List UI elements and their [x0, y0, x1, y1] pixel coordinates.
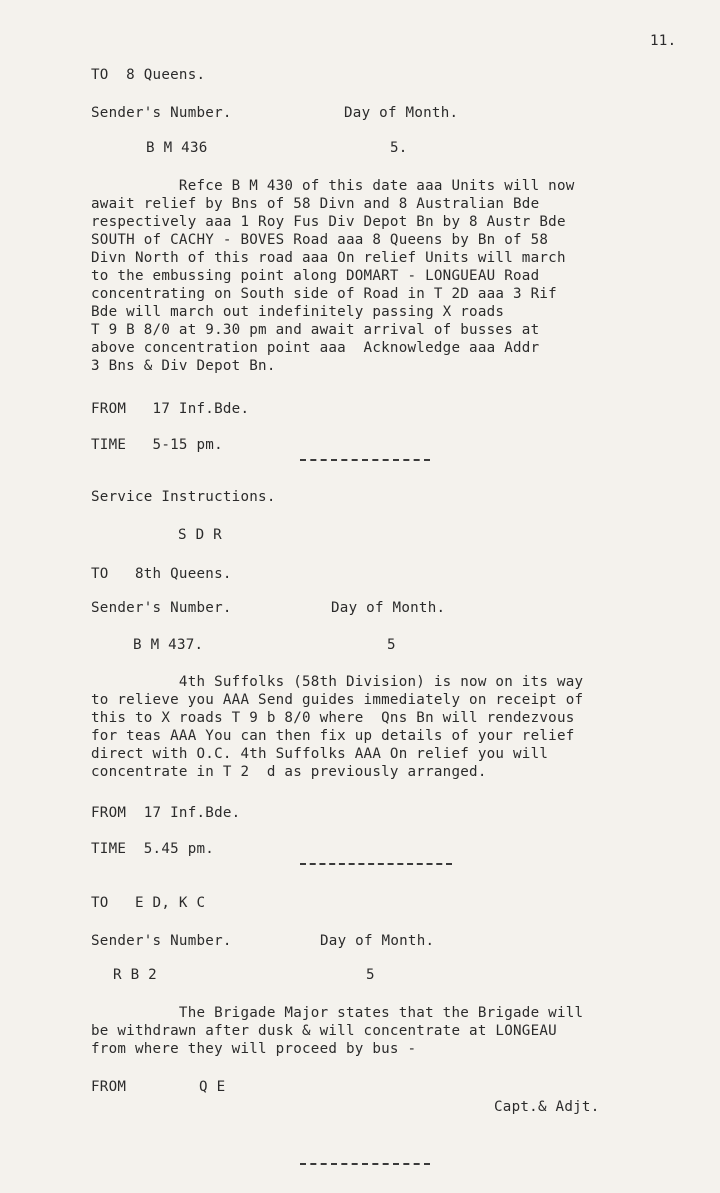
message1-body-line: SOUTH of CACHY - BOVES Road aaa 8 Queens by Bn of 58: [91, 232, 549, 248]
message2-day-of-month-label: Day of Month.: [331, 600, 446, 616]
message1-to: TO 8 Queens.: [91, 67, 206, 83]
message2-body-line: to relieve you AAA Send guides immediately on receipt of: [91, 692, 584, 708]
message1-body-line: Refce B M 430 of this date aaa Units will now: [91, 178, 575, 194]
message1-body-line: respectively aaa 1 Roy Fus Div Depot Bn by 8 Austr Bde: [91, 214, 566, 230]
message1-body-line: concentrating on South side of Road in T 2D aaa 3 Rif: [91, 286, 557, 302]
page-number: 11.: [650, 33, 677, 49]
message1-body-line: to the embussing point along DOMART - LONGUEAU Road: [91, 268, 540, 284]
message1-time: TIME 5-15 pm.: [91, 437, 223, 453]
message1-body-line: T 9 B 8/0 at 9.30 pm and await arrival of busses at: [91, 322, 540, 338]
message3-from-value: Q E: [199, 1079, 226, 1095]
message1-day-of-month-label: Day of Month.: [344, 105, 459, 121]
message3-body-line: The Brigade Major states that the Brigade will: [91, 1005, 584, 1021]
message2-senders-number-label: Sender's Number.: [91, 600, 232, 616]
message1-from: FROM 17 Inf.Bde.: [91, 401, 250, 417]
message2-body-line: direct with O.C. 4th Suffolks AAA On relief you will: [91, 746, 549, 762]
message1-body-line: Bde will march out indefinitely passing X roads: [91, 304, 505, 320]
message1-body: [91, 177, 575, 375]
message2-body-line: 4th Suffolks (58th Division) is now on its way: [91, 674, 584, 690]
message2-from: FROM 17 Inf.Bde.: [91, 805, 241, 821]
message3-senders-number-label: Sender's Number.: [91, 933, 232, 949]
message1-senders-number-label: Sender's Number.: [91, 105, 232, 121]
message3-from: FROM: [91, 1079, 127, 1095]
separator-rule: [300, 459, 430, 461]
signature: Capt.& Adjt.: [494, 1099, 600, 1115]
message2-day: 5: [387, 637, 396, 653]
message3-day: 5: [366, 967, 375, 983]
message2-body: [91, 673, 583, 781]
message2-body-line: this to X roads T 9 b 8/0 where Qns Bn will rendezvous: [91, 710, 575, 726]
message2-sdr: S D R: [178, 527, 222, 543]
message3-day-of-month-label: Day of Month.: [320, 933, 435, 949]
message2-service-instructions: Service Instructions.: [91, 489, 276, 505]
message3-body-line: be withdrawn after dusk & will concentrate at LONGEAU: [91, 1023, 557, 1039]
message2-body-line: concentrate in T 2 d as previously arranged.: [91, 764, 487, 780]
message1-day: 5.: [390, 140, 408, 156]
message3-body: [91, 1004, 583, 1058]
message2-to: TO 8th Queens.: [91, 566, 232, 582]
message1-body-line: await relief by Bns of 58 Divn and 8 Australian Bde: [91, 196, 540, 212]
message2-body-line: for teas AAA You can then fix up details of your relief: [91, 728, 575, 744]
message2-senders-number: B M 437.: [133, 637, 204, 653]
separator-rule: [300, 1163, 430, 1165]
message3-body-line: from where they will proceed by bus -: [91, 1041, 417, 1057]
message3-senders-number: R B 2: [113, 967, 157, 983]
message1-body-line: above concentration point aaa Acknowledge aaa Addr: [91, 340, 540, 356]
message1-body-line: 3 Bns & Div Depot Bn.: [91, 358, 276, 374]
separator-rule: [300, 863, 452, 865]
message1-senders-number: B M 436: [146, 140, 208, 156]
message1-body-line: Divn North of this road aaa On relief Units will march: [91, 250, 566, 266]
message3-to: TO E D, K C: [91, 895, 206, 911]
message2-time: TIME 5.45 pm.: [91, 841, 215, 857]
